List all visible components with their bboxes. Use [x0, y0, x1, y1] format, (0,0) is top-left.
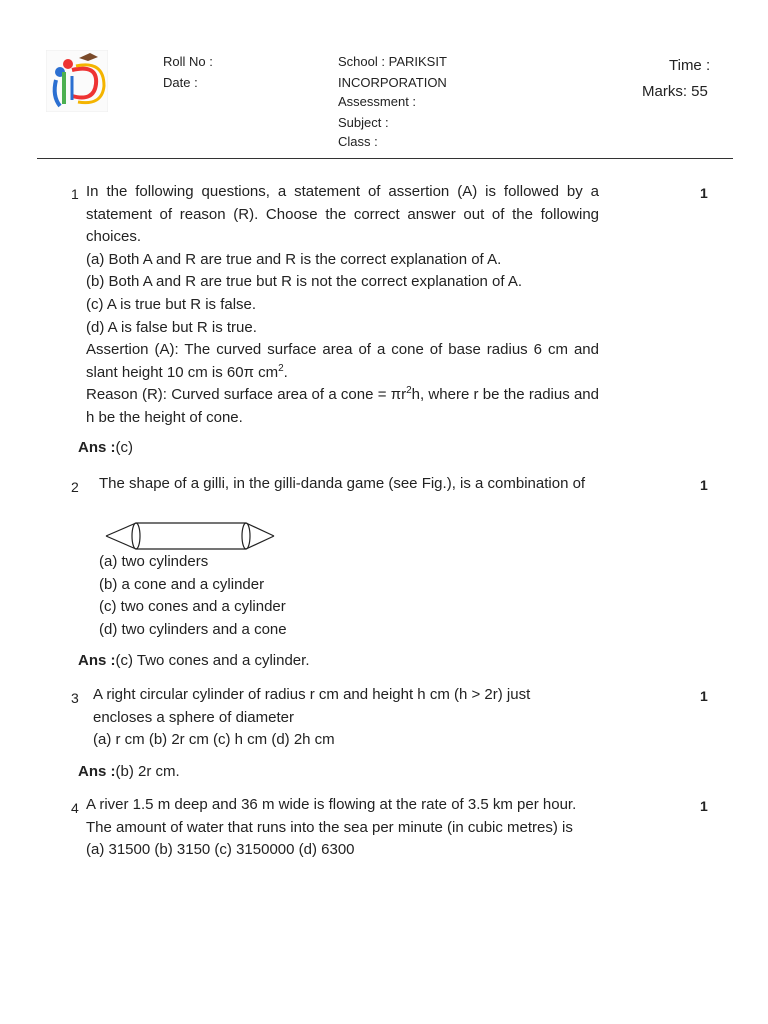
school-logo	[46, 50, 108, 112]
assertion-sup: 2	[278, 362, 284, 374]
question-4-text	[86, 794, 586, 862]
assertion-end: .	[283, 363, 288, 381]
question-intro: In the following questions, a statement of assertion (A) is followed by a statement of reason (R). Choose the correct answer out of the following choices.	[86, 183, 599, 246]
date-label: Date :	[163, 75, 198, 90]
question-number: 1	[71, 186, 79, 202]
reason	[86, 384, 599, 429]
option-b: (b) a cone and a cylinder	[99, 575, 265, 593]
assertion	[86, 339, 599, 384]
answer-label: Ans :	[78, 652, 116, 669]
header-divider	[37, 158, 733, 159]
question-number: 3	[71, 690, 79, 706]
school-name-line2: INCORPORATION	[338, 75, 447, 90]
option-d: (d) A is false but R is true.	[86, 318, 257, 336]
school-label-text: School :	[338, 54, 385, 69]
option-a: (a) two cylinders	[99, 553, 209, 570]
answer-text: (c) Two cones and a cylinder.	[115, 652, 310, 669]
question-marks: 1	[700, 688, 708, 704]
option-c: (c) two cones and a cylinder	[99, 598, 286, 616]
question-marks: 1	[700, 185, 708, 201]
option-a: (a) Both A and R are true and R is the correct explanation of A.	[86, 250, 502, 268]
option-c: (c) A is true but R is false.	[86, 295, 257, 313]
answer-label: Ans :	[78, 439, 116, 456]
option-b: (b) Both A and R are true but R is not the correct explanation of A.	[86, 273, 523, 291]
class-label: Class :	[338, 134, 378, 149]
question-number: 4	[71, 800, 79, 816]
question-intro: A river 1.5 m deep and 36 m wide is flowing at the rate of 3.5 km per hour. The amount of water that runs into the sea per minute (in cubic metres) is	[86, 796, 577, 836]
question-number: 2	[71, 479, 79, 495]
reason-text-b: h, where r be the radius and h be the height of cone.	[86, 386, 599, 426]
school-label	[338, 54, 447, 69]
answer-text: (c)	[115, 439, 133, 456]
marks-label: Marks: 55	[642, 83, 708, 100]
roll-no-label: Roll No :	[163, 54, 213, 69]
question-marks: 1	[700, 477, 708, 493]
answer-3	[78, 763, 180, 780]
assertion-text: Assertion (A): The curved surface area of a cone of base radius 6 cm and slant height 10 cm is 60π cm	[86, 341, 599, 381]
question-2-intro: The shape of a gilli, in the gilli-danda game (see Fig.), is a combination of	[99, 475, 586, 492]
answer-label: Ans :	[78, 763, 116, 780]
answer-2	[78, 652, 310, 669]
question-marks: 1	[700, 798, 708, 814]
question-3-text	[93, 684, 583, 752]
question-1-text	[86, 181, 599, 430]
option-d: (d) two cylinders and a cone	[99, 620, 287, 638]
reason-text-a: Reason (R): Curved surface area of a cone = πr	[86, 386, 407, 404]
assessment-label: Assessment :	[338, 94, 417, 109]
gilli-figure	[104, 520, 276, 552]
subject-label: Subject :	[338, 115, 389, 130]
reason-sup: 2	[406, 385, 412, 397]
answer-text: (b) 2r cm.	[115, 763, 180, 780]
answer-1	[78, 439, 133, 456]
question-intro: A right circular cylinder of radius r cm and height h cm (h > 2r) just encloses a sphere of diameter	[93, 686, 531, 726]
time-label: Time :	[669, 57, 711, 74]
school-name: PARIKSIT	[388, 54, 447, 69]
question-2-options	[99, 551, 599, 641]
options-line: (a) 31500 (b) 3150 (c) 3150000 (d) 6300	[86, 841, 355, 859]
options-line: (a) r cm (b) 2r cm (c) h cm (d) 2h cm	[93, 731, 335, 749]
